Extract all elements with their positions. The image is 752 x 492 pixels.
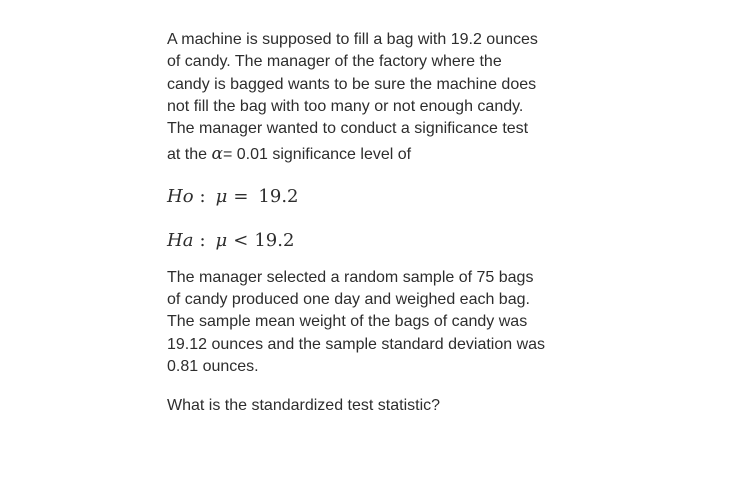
null-hypothesis: [167, 185, 587, 209]
question-content: [167, 29, 587, 418]
alpha-suffix: = 0.01 significance level of: [222, 146, 412, 164]
sample-line-4: 19.12 ounces and the sample standard deviation was: [167, 335, 546, 353]
sample-line-3: The sample mean weight of the bags of candy was: [167, 313, 528, 331]
alternative-hypothesis-relation: <: [233, 229, 249, 251]
sample-description-paragraph: [167, 267, 587, 378]
null-hypothesis-colon: :: [199, 185, 206, 207]
significance-level-line: [167, 143, 587, 166]
alternative-hypothesis: [167, 229, 587, 253]
sample-line-2: of candy produced one day and weighed each bag.: [167, 291, 530, 309]
alternative-hypothesis-label: Ha: [167, 229, 194, 251]
null-hypothesis-parameter: μ: [215, 185, 228, 207]
alternative-hypothesis-parameter: μ: [215, 229, 228, 251]
intro-line-1: A machine is supposed to fill a bag with 19.2 ounces: [167, 31, 538, 48]
problem-intro-paragraph: [167, 29, 587, 167]
intro-line-3: candy is bagged wants to be sure the machine does: [167, 75, 537, 93]
intro-line-2: of candy. The manager of the factory where the: [167, 53, 502, 71]
question-prompt: What is the standardized test statistic?: [167, 397, 441, 415]
intro-line-4: not fill the bag with too many or not enough candy.: [167, 97, 524, 115]
alpha-symbol: α: [211, 144, 223, 165]
sample-line-5: 0.81 ounces.: [167, 357, 259, 375]
null-hypothesis-label: Ho: [167, 185, 194, 207]
alpha-prefix: at the: [167, 146, 212, 164]
intro-line-5: The manager wanted to conduct a significance test: [167, 120, 529, 138]
null-hypothesis-relation: =: [233, 185, 249, 207]
null-hypothesis-value: 19.2: [258, 185, 299, 207]
sample-line-1: The manager selected a random sample of 75 bags: [167, 268, 534, 286]
alternative-hypothesis-colon: :: [199, 229, 206, 251]
alternative-hypothesis-value: 19.2: [254, 229, 295, 251]
